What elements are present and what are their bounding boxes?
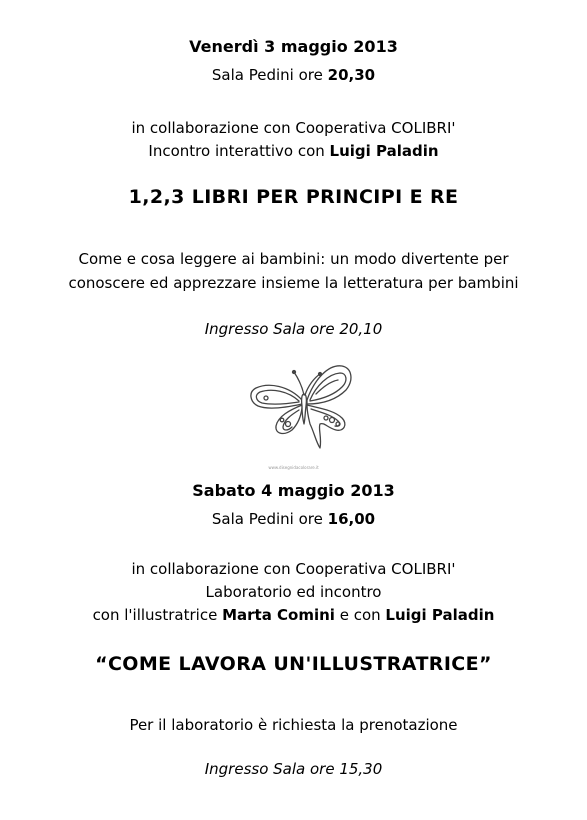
image-caption: www.disegnidacolorare.it [268, 465, 319, 470]
event2-lab: Laboratorio ed incontro [205, 583, 382, 601]
event1-meeting [0, 142, 587, 160]
event1-description-line1: Come e cosa leggere ai bambini: un modo divertente per [78, 250, 509, 268]
event1-date: Venerdì 3 maggio 2013 [189, 37, 398, 56]
event2-venue [0, 510, 587, 528]
event2-guests-prefix: con l'illustratrice [92, 606, 223, 624]
event2-person: Luigi Paladin [385, 606, 495, 624]
event2-title: “COME LAVORA UN'ILLUSTRATRICE” [95, 653, 492, 675]
butterfly-illustration [244, 358, 364, 458]
event1-venue-label: Sala Pedini ore [211, 66, 328, 84]
event1-entry-time: Ingresso Sala ore 20,10 [204, 320, 383, 338]
event2-entry-time: Ingresso Sala ore 15,30 [204, 760, 383, 778]
event2-venue-label: Sala Pedini ore [211, 510, 328, 528]
event2-collaboration: in collaborazione con Cooperativa COLIBRI' [131, 560, 456, 578]
event2-booking-note: Per il laboratorio è richiesta la prenotazione [129, 716, 458, 734]
event1-meeting-label: Incontro interattivo con [148, 142, 330, 160]
event2-guests-mid: e con [334, 606, 386, 624]
event2-date: Sabato 4 maggio 2013 [192, 481, 395, 500]
event1-description-line2: conoscere ed apprezzare insieme la letteratura per bambini [68, 274, 519, 292]
event2-illustrator: Marta Comini [222, 606, 335, 624]
event1-meeting-person: Luigi Paladin [329, 142, 439, 160]
event1-venue-time: 20,30 [327, 66, 376, 84]
event1-venue [0, 66, 587, 84]
event1-collaboration: in collaborazione con Cooperativa COLIBRI' [131, 119, 456, 137]
event1-title: 1,2,3 LIBRI PER PRINCIPI E RE [128, 186, 459, 208]
event2-guests [0, 606, 587, 624]
event2-venue-time: 16,00 [327, 510, 376, 528]
